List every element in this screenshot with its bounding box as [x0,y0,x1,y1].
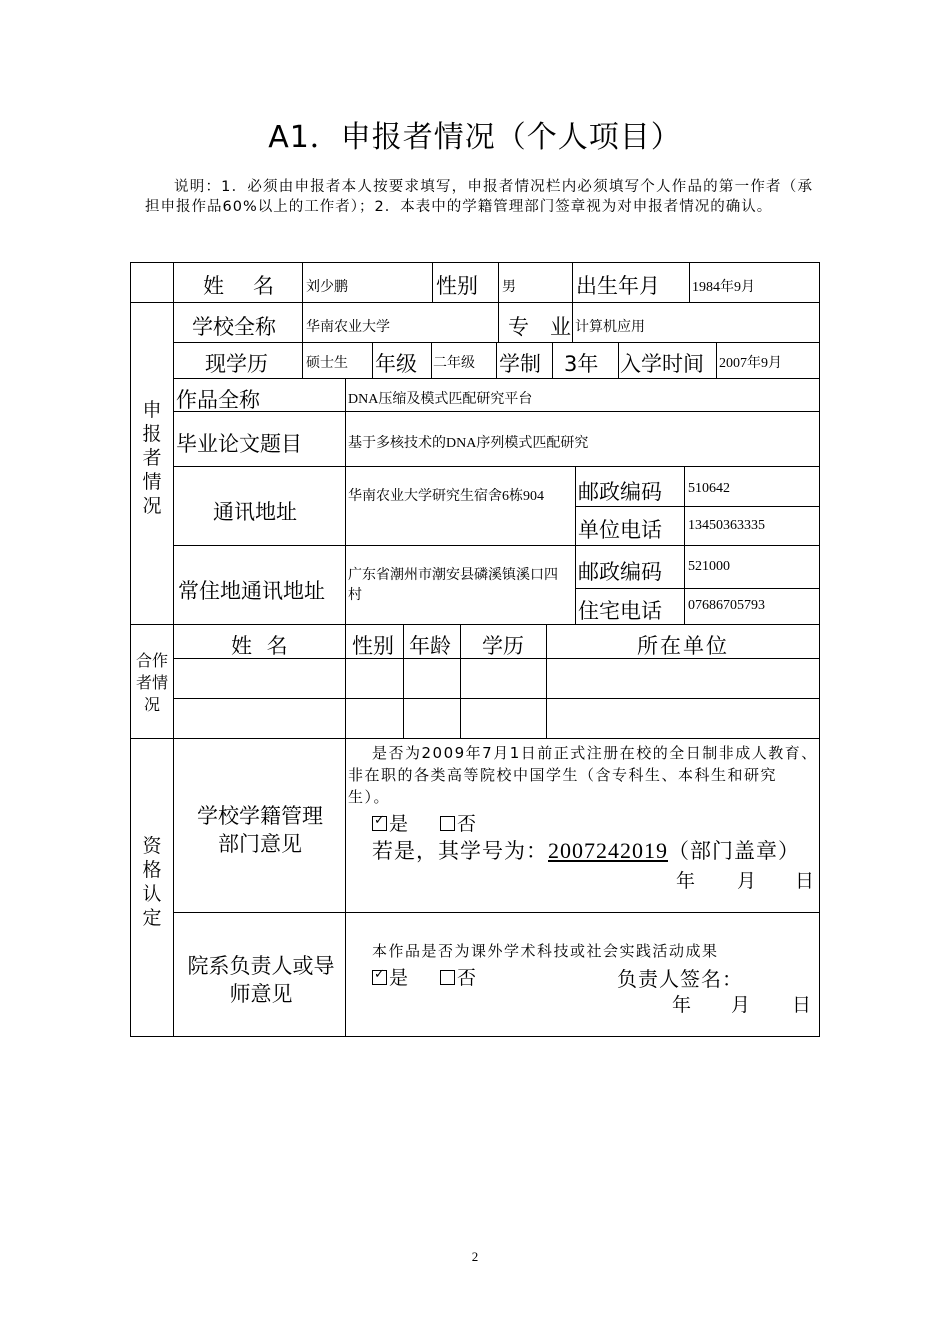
page-number: 2 [471,1249,479,1264]
work-title-label: 作品全称 [176,388,260,412]
collab-header-education: 学历 [482,634,524,658]
address-label: 通讯地址 [213,500,297,524]
gender-value[interactable]: 男 [502,280,516,295]
unit-phone-label: 单位电话 [578,518,662,542]
birth-label: 出生年月 [576,274,660,298]
gender-label: 性别 [436,274,478,298]
registry-yes-option[interactable]: ✓是 [372,809,408,836]
degree-value[interactable]: 硕士生 [306,356,348,371]
school-value[interactable]: 华南农业大学 [306,320,390,335]
enroll-label: 入学时间 [620,352,704,376]
major-label: 专 业 [508,315,571,339]
unit-phone-value[interactable]: 13450363335 [688,518,765,533]
address-value[interactable]: 华南农业大学研究生宿舍6栋904 [348,489,544,504]
student-id-value[interactable]: 2007242019 [548,838,668,863]
postcode-label: 邮政编码 [578,480,662,504]
degree-label: 现学历 [205,352,268,376]
registry-date-month: 月 [737,870,757,892]
checked-checkbox-icon[interactable] [372,970,387,985]
qualification-section-label: 资格认定 [142,835,162,929]
checked-checkbox-icon[interactable] [372,816,387,831]
advisor-question: 本作品是否为课外学术科技或社会实践活动成果 [372,942,719,960]
work-title-value[interactable]: DNA压缩及模式匹配研究平台 [348,392,533,407]
collab-header-age: 年龄 [409,634,451,658]
name-value[interactable]: 刘少鹏 [306,280,348,295]
home-postcode-label: 邮政编码 [578,560,662,584]
name-label: 姓 名 [203,274,278,298]
advisor-opinion-label: 院系负责人或导师意见 [187,954,335,1006]
home-phone-label: 住宅电话 [578,599,662,623]
home-address-label: 常住地通讯地址 [178,579,325,603]
grade-label: 年级 [375,352,417,376]
home-postcode-value[interactable]: 521000 [688,559,730,574]
applicant-section-label: 申报者情况 [142,399,162,517]
grade-value[interactable]: 二年级 [433,356,475,371]
checkbox-icon[interactable] [440,816,455,831]
thesis-value[interactable]: 基于多核技术的DNA序列模式匹配研究 [348,436,589,451]
instructions-note: 说明：1．必须由申报者本人按要求填写，申报者情况栏内必须填写个人作品的第一作者（承担申报作品60%以上的工作者）；2．本表中的学籍管理部门签章视为对申报者情况的确认。 [145,179,813,215]
checkbox-icon[interactable] [440,970,455,985]
registry-date-day: 日 [795,870,815,892]
thesis-label: 毕业论文题目 [176,432,302,456]
advisor-no-option[interactable]: 否 [440,963,476,990]
advisor-yes-option[interactable]: ✓是 [372,963,408,990]
enroll-value[interactable]: 2007年9月 [719,356,782,371]
home-address-value[interactable]: 广东省潮州市潮安县磷溪镇溪口四村 [348,568,558,603]
duration-label: 学制 [499,352,541,376]
collab-header-unit: 所在单位 [637,634,729,658]
registry-no-option[interactable]: 否 [440,809,476,836]
advisor-date-day: 日 [792,994,812,1016]
registry-opinion-label: 学校学籍管理部门意见 [197,804,323,856]
collaborators-section-label: 合作者情况 [135,651,168,714]
postcode-value[interactable]: 510642 [688,481,730,496]
collab-header-name: 姓 名 [231,634,292,658]
birth-value[interactable]: 1984年9月 [692,280,755,295]
home-phone-value[interactable]: 07686705793 [688,598,765,613]
advisor-date-year: 年 [672,994,692,1016]
page-title: A1．申报者情况（个人项目） [268,120,682,155]
collab-header-gender: 性别 [352,634,394,658]
major-value[interactable]: 计算机应用 [575,320,645,335]
student-id-line: 若是，其学号为：2007242019（部门盖章） [372,838,800,863]
registry-date-year: 年 [676,870,696,892]
duration-value[interactable]: 3年 [564,352,599,376]
registry-question: 是否为2009年7月1日前正式注册在校的全日制非成人教育、非在职的各类高等院校中国学生（含专科生、本科生和研究生）。 [348,744,818,806]
school-label: 学校全称 [192,315,276,339]
advisor-date-month: 月 [731,994,751,1016]
advisor-signature-label[interactable]: 负责人签名： [617,967,743,991]
